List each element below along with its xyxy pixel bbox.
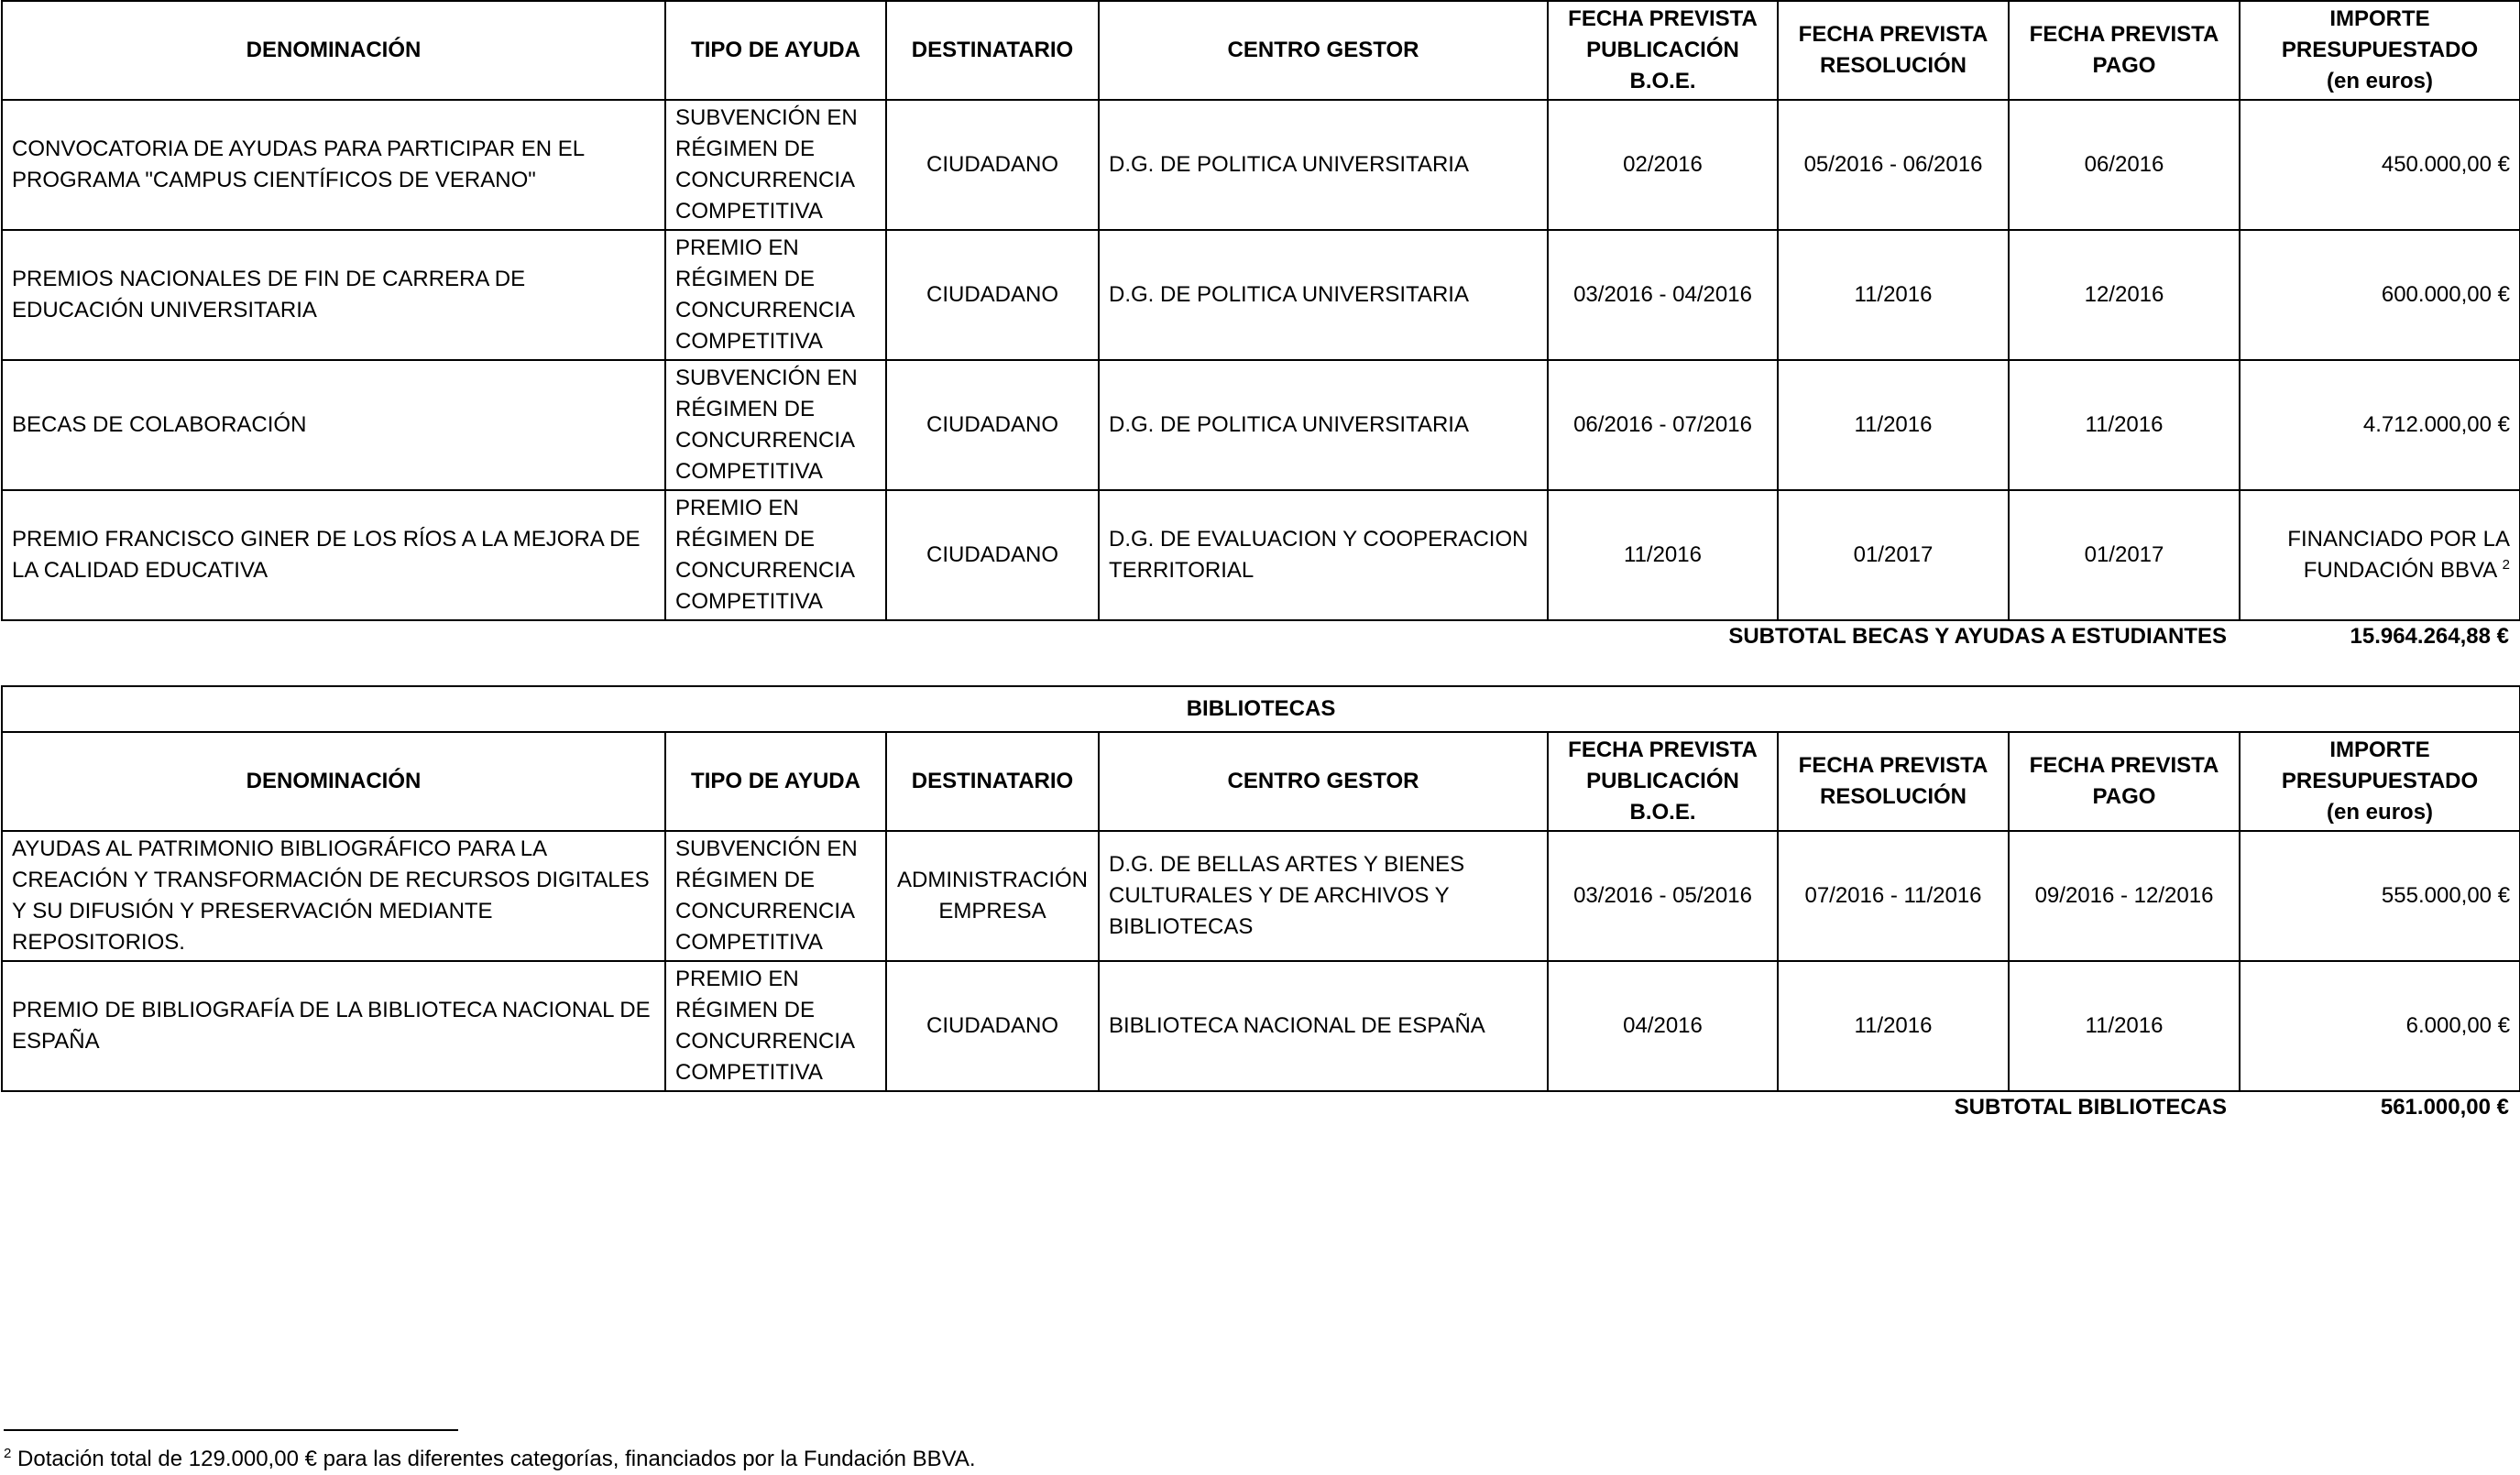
table-row — [2, 490, 2520, 620]
subtotal-label: SUBTOTAL BIBLIOTECAS — [1954, 1095, 2227, 1120]
header-fecha-boe — [1548, 732, 1778, 831]
cell-tipo-ayuda: PREMIO EN RÉGIMEN DE CONCURRENCIA COMPETITIVA — [665, 961, 886, 1091]
header-fecha-resolucion — [1778, 732, 2009, 831]
header-line: FECHA PREVISTA — [1568, 738, 1758, 762]
header-line: IMPORTE — [2329, 6, 2430, 31]
cell-importe — [2240, 490, 2520, 620]
header-line: IMPORTE — [2329, 738, 2430, 762]
header-tipo-ayuda: TIPO DE AYUDA — [665, 732, 886, 831]
cell-fecha-resolucion: 11/2016 — [1778, 961, 2009, 1091]
header-row — [2, 1, 2520, 100]
footnote — [4, 1446, 976, 1473]
footnote-divider — [4, 1429, 458, 1431]
cell-fecha-resolucion: 05/2016 - 06/2016 — [1778, 100, 2009, 230]
table-row — [2, 230, 2520, 360]
cell-destinatario: ADMINISTRACIÓN EMPRESA — [886, 831, 1099, 961]
header-line: PUBLICACIÓN — [1586, 769, 1739, 793]
header-line: PRESUPUESTADO — [2281, 38, 2479, 62]
header-line: FECHA PREVISTA — [2029, 22, 2219, 47]
cell-importe: 4.712.000,00 € — [2240, 360, 2520, 490]
cell-destinatario: CIUDADANO — [886, 490, 1099, 620]
importe-line — [2250, 555, 2510, 586]
cell-fecha-boe: 11/2016 — [1548, 490, 1778, 620]
header-fecha-resolucion — [1778, 1, 2009, 100]
header-importe — [2240, 1, 2520, 100]
importe-text: FUNDACIÓN BBVA — [2303, 558, 2496, 583]
cell-fecha-boe: 03/2016 - 05/2016 — [1548, 831, 1778, 961]
cell-centro-gestor: D.G. DE POLITICA UNIVERSITARIA — [1099, 360, 1548, 490]
cell-fecha-resolucion: 11/2016 — [1778, 230, 2009, 360]
cell-importe: 6.000,00 € — [2240, 961, 2520, 1091]
cell-denominacion: PREMIO FRANCISCO GINER DE LOS RÍOS A LA MEJORA DE LA CALIDAD EDUCATIVA — [2, 490, 665, 620]
cell-destinatario: CIUDADANO — [886, 961, 1099, 1091]
cell-fecha-pago: 09/2016 - 12/2016 — [2009, 831, 2240, 961]
cell-importe: 600.000,00 € — [2240, 230, 2520, 360]
cell-centro-gestor: BIBLIOTECA NACIONAL DE ESPAÑA — [1099, 961, 1548, 1091]
subtotal-bibliotecas — [0, 1094, 2520, 1121]
footnote-mark: 2 — [4, 1446, 12, 1461]
cell-centro-gestor: D.G. DE POLITICA UNIVERSITARIA — [1099, 230, 1548, 360]
header-destinatario: DESTINATARIO — [886, 1, 1099, 100]
header-denominacion: DENOMINACIÓN — [2, 1, 665, 100]
header-destinatario: DESTINATARIO — [886, 732, 1099, 831]
cell-centro-gestor: D.G. DE EVALUACION Y COOPERACION TERRITORIAL — [1099, 490, 1548, 620]
cell-denominacion: CONVOCATORIA DE AYUDAS PARA PARTICIPAR EN EL PROGRAMA "CAMPUS CIENTÍFICOS DE VERANO" — [2, 100, 665, 230]
header-line: (en euros) — [2326, 69, 2433, 93]
footnote-text: Dotación total de 129.000,00 € para las diferentes categorías, financiados por la Fundación BBVA. — [11, 1447, 976, 1471]
header-importe — [2240, 732, 2520, 831]
cell-destinatario: CIUDADANO — [886, 360, 1099, 490]
header-line: PUBLICACIÓN — [1586, 38, 1739, 62]
cell-importe: 555.000,00 € — [2240, 831, 2520, 961]
cell-fecha-boe: 03/2016 - 04/2016 — [1548, 230, 1778, 360]
bibliotecas-table — [1, 685, 2520, 1092]
header-line: RESOLUCIÓN — [1819, 53, 1967, 78]
cell-importe: 450.000,00 € — [2240, 100, 2520, 230]
table-row — [2, 831, 2520, 961]
header-centro-gestor: CENTRO GESTOR — [1099, 1, 1548, 100]
subtotal-becas — [0, 623, 2520, 650]
header-line: B.O.E. — [1629, 69, 1696, 93]
cell-destinatario: CIUDADANO — [886, 100, 1099, 230]
cell-fecha-resolucion: 01/2017 — [1778, 490, 2009, 620]
header-fecha-pago — [2009, 1, 2240, 100]
header-line: B.O.E. — [1629, 800, 1696, 825]
cell-denominacion: PREMIO DE BIBLIOGRAFÍA DE LA BIBLIOTECA NACIONAL DE ESPAÑA — [2, 961, 665, 1091]
cell-fecha-pago: 11/2016 — [2009, 360, 2240, 490]
importe-line: FINANCIADO POR LA — [2287, 527, 2510, 552]
cell-denominacion: PREMIOS NACIONALES DE FIN DE CARRERA DE EDUCACIÓN UNIVERSITARIA — [2, 230, 665, 360]
cell-fecha-pago: 12/2016 — [2009, 230, 2240, 360]
header-line: FECHA PREVISTA — [1568, 6, 1758, 31]
header-line: FECHA PREVISTA — [1798, 753, 1989, 778]
subtotal-value: 15.964.264,88 € — [2350, 624, 2509, 649]
header-line: FECHA PREVISTA — [2029, 753, 2219, 778]
header-line: PAGO — [2092, 784, 2156, 809]
cell-centro-gestor: D.G. DE POLITICA UNIVERSITARIA — [1099, 100, 1548, 230]
header-centro-gestor: CENTRO GESTOR — [1099, 732, 1548, 831]
cell-fecha-pago: 01/2017 — [2009, 490, 2240, 620]
cell-tipo-ayuda: PREMIO EN RÉGIMEN DE CONCURRENCIA COMPETITIVA — [665, 490, 886, 620]
section-title-row — [2, 686, 2520, 732]
table-row — [2, 961, 2520, 1091]
table-row — [2, 360, 2520, 490]
becas-table — [1, 0, 2520, 621]
cell-tipo-ayuda: SUBVENCIÓN EN RÉGIMEN DE CONCURRENCIA COMPETITIVA — [665, 360, 886, 490]
header-row — [2, 732, 2520, 831]
cell-tipo-ayuda: SUBVENCIÓN EN RÉGIMEN DE CONCURRENCIA COMPETITIVA — [665, 100, 886, 230]
header-line: FECHA PREVISTA — [1798, 22, 1989, 47]
header-line: PRESUPUESTADO — [2281, 769, 2479, 793]
header-line: (en euros) — [2327, 800, 2434, 825]
footnote-reference: 2 — [2502, 557, 2510, 573]
header-line: RESOLUCIÓN — [1819, 784, 1967, 809]
cell-tipo-ayuda: PREMIO EN RÉGIMEN DE CONCURRENCIA COMPETITIVA — [665, 230, 886, 360]
subtotal-label: SUBTOTAL BECAS Y AYUDAS A ESTUDIANTES — [1728, 624, 2227, 649]
cell-fecha-boe: 02/2016 — [1548, 100, 1778, 230]
cell-fecha-boe: 04/2016 — [1548, 961, 1778, 1091]
header-fecha-boe — [1548, 1, 1778, 100]
cell-denominacion: AYUDAS AL PATRIMONIO BIBLIOGRÁFICO PARA LA CREACIÓN Y TRANSFORMACIÓN DE RECURSOS DIGITALES Y SU DIFUSIÓN Y PRESERVACIÓN MEDIANTE REPOSITORIOS. — [2, 831, 665, 961]
header-tipo-ayuda: TIPO DE AYUDA — [665, 1, 886, 100]
section-title: BIBLIOTECAS — [2, 686, 2520, 732]
table-row — [2, 100, 2520, 230]
cell-fecha-pago: 11/2016 — [2009, 961, 2240, 1091]
cell-destinatario: CIUDADANO — [886, 230, 1099, 360]
cell-fecha-pago: 06/2016 — [2009, 100, 2240, 230]
cell-centro-gestor: D.G. DE BELLAS ARTES Y BIENES CULTURALES Y DE ARCHIVOS Y BIBLIOTECAS — [1099, 831, 1548, 961]
cell-fecha-boe: 06/2016 - 07/2016 — [1548, 360, 1778, 490]
header-denominacion: DENOMINACIÓN — [2, 732, 665, 831]
cell-fecha-resolucion: 07/2016 - 11/2016 — [1778, 831, 2009, 961]
header-fecha-pago — [2009, 732, 2240, 831]
cell-fecha-resolucion: 11/2016 — [1778, 360, 2009, 490]
header-line: PAGO — [2092, 53, 2156, 78]
cell-tipo-ayuda: SUBVENCIÓN EN RÉGIMEN DE CONCURRENCIA COMPETITIVA — [665, 831, 886, 961]
subtotal-value: 561.000,00 € — [2380, 1095, 2509, 1120]
cell-denominacion: BECAS DE COLABORACIÓN — [2, 360, 665, 490]
